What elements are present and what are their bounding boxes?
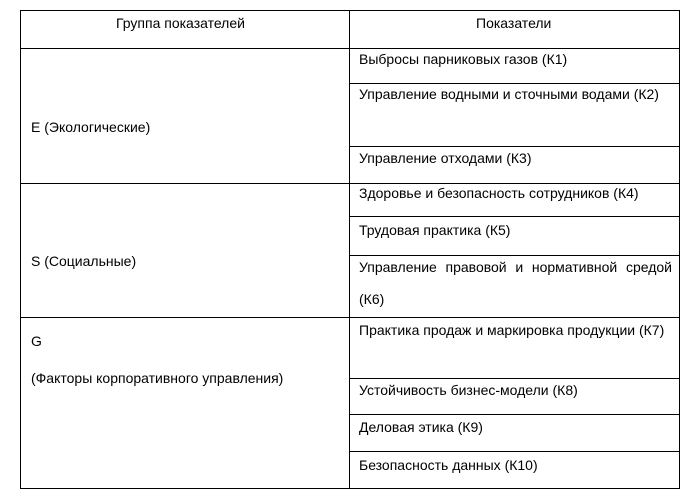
group-e-label: E (Экологические) (31, 119, 151, 135)
group-g-label: G (31, 333, 42, 349)
indicator-k8: Устойчивость бизнес-модели (К8) (359, 382, 578, 398)
row-divider (349, 378, 679, 379)
indicator-k4: Здоровье и безопасность сотрудников (К4) (359, 185, 639, 201)
esg-indicators-table (20, 10, 680, 489)
indicator-k2: Управление водными и сточными водами (К2) (359, 86, 659, 102)
group-g-description: (Факторы корпоративного управления) (31, 370, 284, 386)
row-divider (349, 414, 679, 415)
indicator-k7: Практика продаж и маркировка продукции (К7) (359, 322, 665, 338)
indicator-k6: Управление правовой и нормативной средой (К6) (359, 259, 672, 307)
indicator-k9: Деловая этика (К9) (359, 419, 483, 435)
row-divider (349, 451, 679, 452)
group-s-label: S (Социальные) (31, 253, 137, 269)
indicator-k10: Безопасность данных (К10) (359, 457, 538, 473)
row-divider (349, 216, 679, 217)
header-divider (21, 48, 679, 49)
row-divider (349, 146, 679, 147)
indicator-k3: Управление отходами (К3) (359, 150, 532, 166)
indicator-k5: Трудовая практика (К5) (359, 222, 511, 238)
header-group-column: Группа показателей (116, 15, 245, 31)
header-indicators-column: Показатели (476, 15, 552, 31)
indicator-k1: Выбросы парниковых газов (К1) (359, 51, 568, 67)
